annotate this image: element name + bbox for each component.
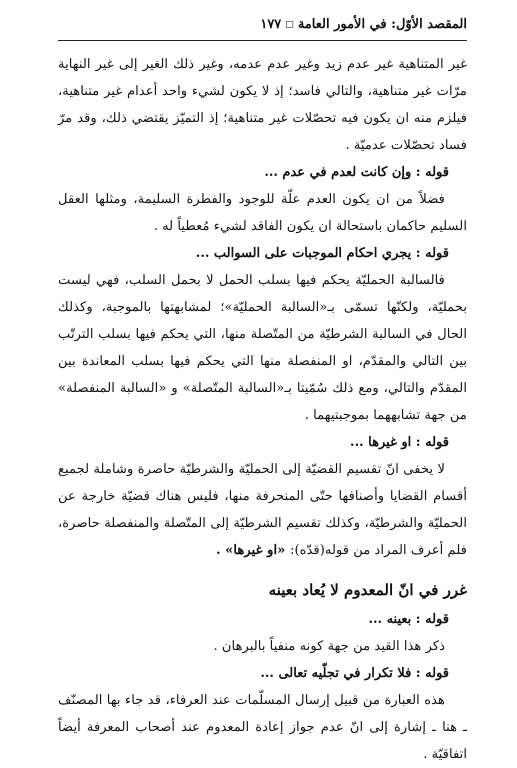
quote-heading-3: قوله : او غيرها ... — [350, 435, 449, 450]
quote-heading-1: قوله : وإن كانت لعدم في عدم ... — [264, 165, 449, 180]
page-number: ١٧٧ — [260, 17, 282, 32]
paragraph-5: ذكر هذا القيد من جهة كونه منفياً بالبرهان . — [213, 639, 445, 654]
section-heading: غرر في انّ المعدوم لا يُعاد بعينه — [268, 581, 467, 599]
running-header — [58, 14, 467, 36]
paragraph-3: فالسالبة الحمليّة يحكم فيها بسلب الحمل لا بحمل السلب، فهي ليست بحمليّة، ولكنّها تسمّى بـ«السالبة الحمليّة»؛ لمشابهتها بالموجبة، وكذلك الحال في السالبة الشرطيّة من المتّصلة منها، التي يحكم فيها بسلب الترتّب بين التالي والمقدّم، او المنفصلة منها التي يحكم فيها بسلب المعاندة بين المقدّم والتالي، ومع ذلك سُمّيتا بـ«السالبة المتّصلة» و «السالبة المنفصلة» من جهة تشابههما بموجبتيهما . — [58, 273, 467, 423]
header-title: المقصد الأوّل: في الأمور العامة — [297, 17, 467, 32]
paragraph-4-quote: «او غيرها» . — [215, 543, 290, 558]
paragraph-6: هذه العبارة من قبيل إرسال المسلّمات عند العرفاء، قد جاء بها المصنّف ـ هنا ـ إشارة إلى انّ عدم جواز إعادة المعدوم عند أصحاب المعرفة أيضاً اتفاقيّة . — [58, 693, 467, 762]
quote-heading-5: قوله : فلا تكرار في تجلّيه تعالى ... — [260, 666, 449, 681]
paragraph-4 — [58, 456, 467, 564]
header-divider — [58, 40, 467, 41]
quote-heading-4: قوله : بعينه ... — [368, 612, 449, 627]
paragraph-4-main: لا يخفى انّ تقسيم القضيّة إلى الحمليّة والشرطيّة حاصرة وشاملة لجميع أقسام القضايا وأصنافها حتّى المنحرفة منها، فليس هناك قضيّة خارجة عن الحمليّة والشرطيّة، وكذلك تقسيم الشرطيّة إلى المتّصلة والمنفصلة حاصرة، فلم أعرف المراد من قوله(قدّه): — [58, 462, 467, 558]
quote-heading-2: قوله : يجري احكام الموجبات على السوالب ... — [195, 246, 449, 261]
paragraph-2: فضلاً من ان يكون العدم علّة للوجود والفطرة السليمة، ومثلها العقل السليم حاكمان باستحالة ان يكون الفاقد لشيء مُعطياً له . — [58, 192, 467, 234]
paragraph-1: غير المتناهية غير عدم زيد وغير عدم عدمه، وغير ذلك الغير إلى غير النهاية مرّات غير متناهية، والتالي فاسد؛ إذ لا يكون لشيء واحد أعدام غير متناهية، فيلزم منه ان يكون فيه تحصّلات غير متناهية؛ إذ التميّز يقتضي ذلك، وقد مرّ فساد تحصّلات عدميّة . — [58, 57, 467, 153]
header-separator-icon: □ — [285, 20, 294, 30]
